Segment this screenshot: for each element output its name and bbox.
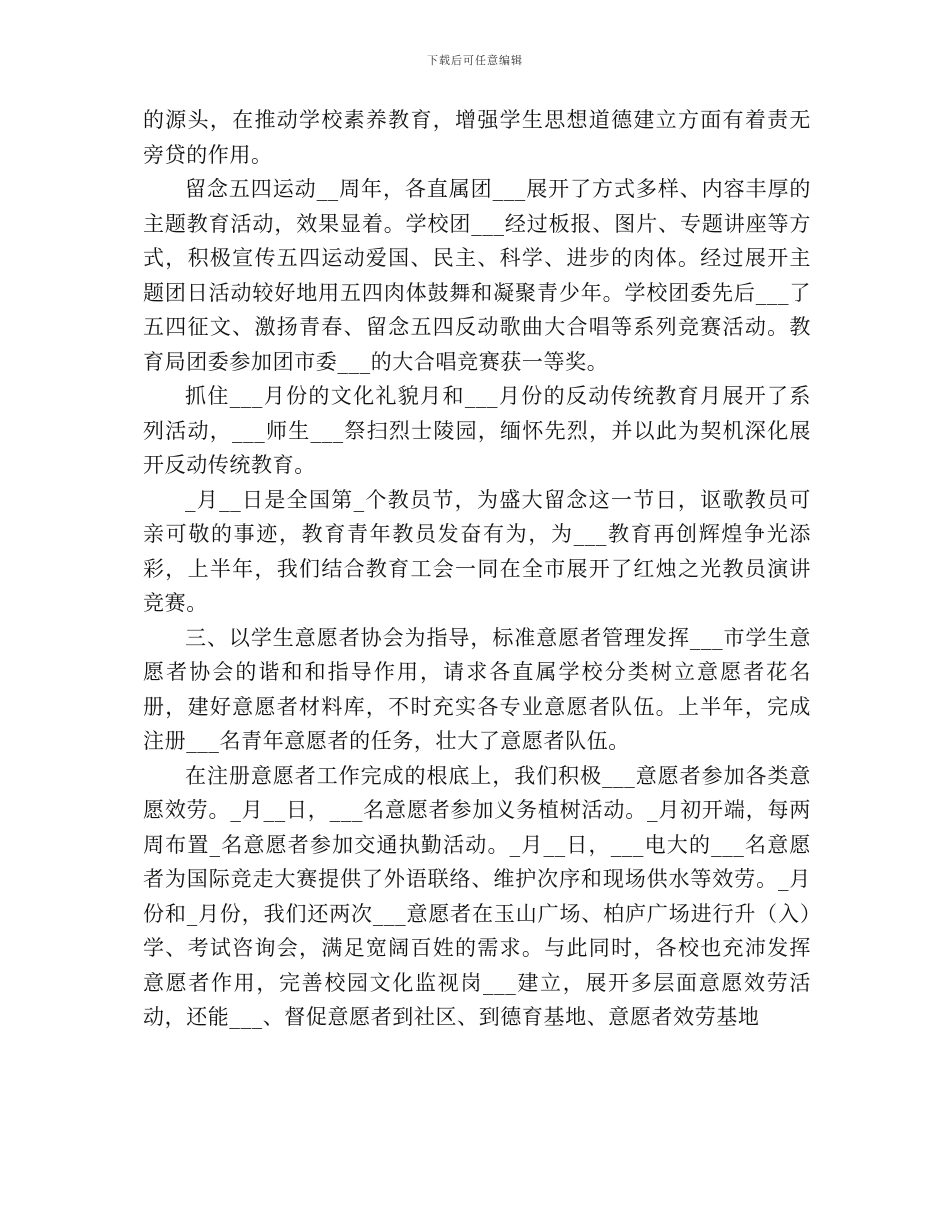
paragraph-may-fourth: 留念五四运动__周年，各直属团___展开了方式多样、内容丰厚的主题教育活动，效果显着。学校团___经过板报、图片、专题讲座等方式，积极宣传五四运动爱国、民主、科学、进步的肉体。经过展开主题团日活动较好地用五四肉体鼓舞和凝聚青少年。学校团委先后___了五四征文、激扬青春、留念五四反动歌曲大合唱等系列竞赛活动。教育局团委参加团市委___的大合唱竞赛获一等奖。 xyxy=(143,177,811,374)
paragraph-culture-month: 抓住___月份的文化礼貌月和___月份的反动传统教育月展开了系列活动，___师生___祭扫烈士陵园，缅怀先烈，并以此为契机深化展开反动传统教育。 xyxy=(143,384,811,477)
page-header: 下载后可任意编辑 xyxy=(427,54,523,67)
paragraph-volunteer-services: 在注册意愿者工作完成的根底上，我们积极___意愿者参加各类意愿效劳。_月__日，___名意愿者参加义务植树活动。_月初开端，每两周布置_名意愿者参加交通执勤活动。_月__日，___电大的___名意愿者为国际竞走大赛提供了外语联络、维护次序和现场供水等效劳。_月份和_月份，我们还两次___意愿者在玉山广场、柏庐广场进行升（入）学、考试咨询会，满足宽阔百姓的需求。与此同时，各校也充沛发挥意愿者作用，完善校园文化监视岗___建立，展开多层面意愿效劳活动，还能___、督促意愿者到社区、到德育基地、意愿者效劳基地 xyxy=(143,763,811,1029)
paragraph-volunteer-association: 三、以学生意愿者协会为指导，标准意愿者管理发挥___市学生意愿者协会的谐和和指导作用，请求各直属学校分类树立意愿者花名册，建好意愿者材料库，不时充实各专业意愿者队伍。上半年，完成注册___名青年意愿者的任务，壮大了意愿者队伍。 xyxy=(143,625,811,753)
paragraph-continuation: 的源头，在推动学校素养教育，增强学生思想道德建立方面有着责无旁贷的作用。 xyxy=(143,108,811,167)
document-body xyxy=(143,103,811,1035)
paragraph-teachers-day: _月__日是全国第_个教员节，为盛大留念这一节日，讴歌教员可亲可敬的事迹，教育青年教员发奋有为，为___教育再创辉煌争光添彩，上半年，我们结合教育工会一同在全市展开了红烛之光教员演讲竞赛。 xyxy=(143,487,811,615)
